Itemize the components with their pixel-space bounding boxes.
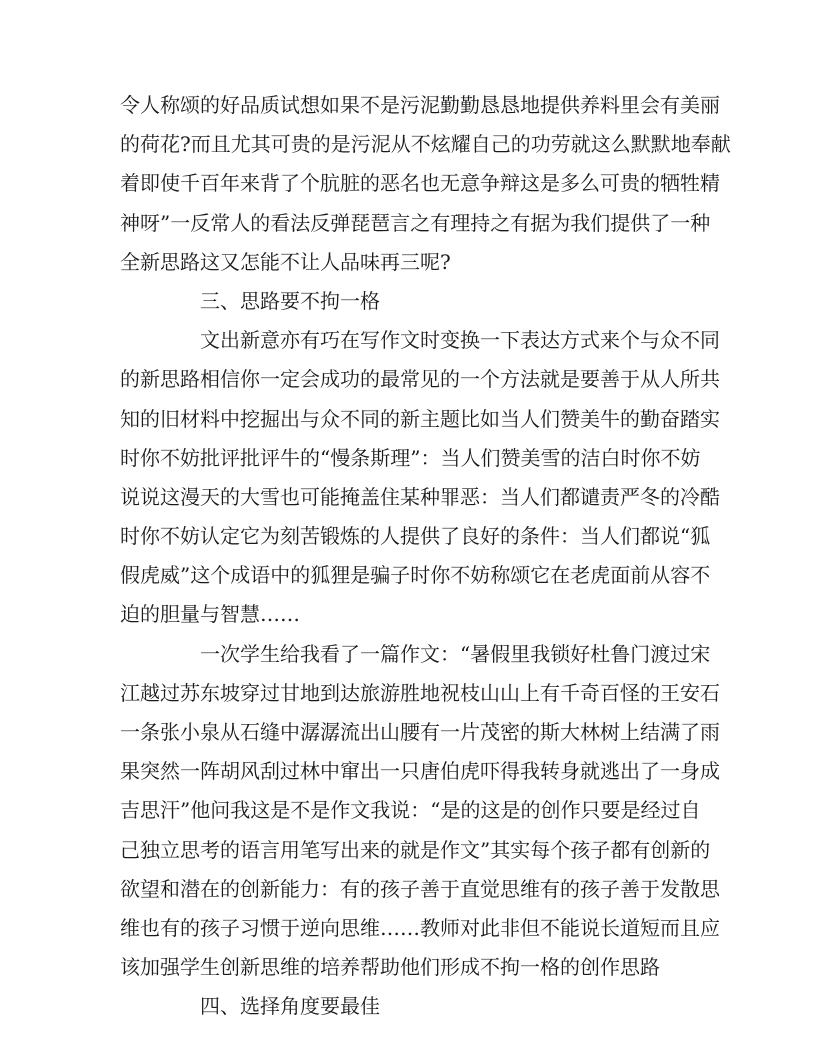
text-line: 着即使千百年来背了个肮脏的恶名也无意争辩这是多么可贵的牺牲精 bbox=[120, 171, 720, 196]
text-line: 维也有的孩子习惯于逆向思维……教师对此非但不能说长道短而且应 bbox=[120, 915, 720, 940]
text-line: 一条张小泉从石缝中潺潺流出山腰有一片茂密的斯大林树上结满了雨 bbox=[120, 720, 720, 744]
text-line: 江越过苏东坡穿过甘地到达旅游胜地祝枝山山上有千奇百怪的王安石 bbox=[120, 680, 720, 705]
text-line: 的荷花?而且尤其可贵的是污泥从不炫耀自己的功劳就这么默默地奉献 bbox=[120, 132, 731, 157]
text-line: 令人称颂的好品质试想如果不是污泥勤勤恳恳地提供养料里会有美丽 bbox=[120, 93, 720, 117]
document-body bbox=[120, 86, 731, 1027]
text-line: 吉思汗”他问我这是不是作文我说：“是的这是的创作只要是经过自 bbox=[120, 798, 701, 823]
section-heading-3: 三、思路要不拘一格 bbox=[200, 288, 380, 313]
text-line: 己独立思考的语言用笔写出来的就是作文”其实每个孩子都有创新的 bbox=[120, 837, 711, 862]
section-heading-4: 四、选择角度要最佳 bbox=[200, 994, 380, 1019]
text-line: 假虎威”这个成语中的狐狸是骗子时你不妨称颂它在老虎面前从容不 bbox=[120, 563, 711, 588]
text-line: 时你不妨认定它为刻苦锻炼的人提供了良好的条件：当人们都说“狐 bbox=[120, 524, 711, 549]
text-line: 神呀”一反常人的看法反弹琵琶言之有理持之有据为我们提供了一种 bbox=[120, 210, 711, 235]
text-line: 的新思路相信你一定会成功的最常见的一个方法就是要善于从人所共 bbox=[120, 367, 720, 392]
text-line: 果突然一阵胡风刮过林中窜出一只唐伯虎吓得我转身就逃出了一身成 bbox=[120, 759, 720, 784]
text-line: 一次学生给我看了一篇作文：“暑假里我锁好杜鲁门渡过宋 bbox=[200, 641, 711, 666]
text-line: 全新思路这又怎能不让人品味再三呢? bbox=[120, 249, 451, 274]
text-line: 欲望和潜在的创新能力：有的孩子善于直觉思维有的孩子善于发散思 bbox=[120, 876, 720, 901]
text-line: 该加强学生创新思维的培养帮助他们形成不拘一格的创作思路 bbox=[120, 955, 660, 980]
text-line: 迫的胆量与智慧…… bbox=[120, 602, 300, 627]
text-line: 说说这漫天的大雪也可能掩盖住某种罪恶：当人们都谴责严冬的冷酷 bbox=[120, 484, 720, 509]
text-line: 时你不妨批评批评牛的“慢条斯理”：当人们赞美雪的洁白时你不妨 bbox=[120, 445, 701, 470]
text-line: 知的旧材料中挖掘出与众不同的新主题比如当人们赞美牛的勤奋踏实 bbox=[120, 406, 720, 431]
text-line: 文出新意亦有巧在写作文时变换一下表达方式来个与众不同 bbox=[200, 328, 720, 353]
